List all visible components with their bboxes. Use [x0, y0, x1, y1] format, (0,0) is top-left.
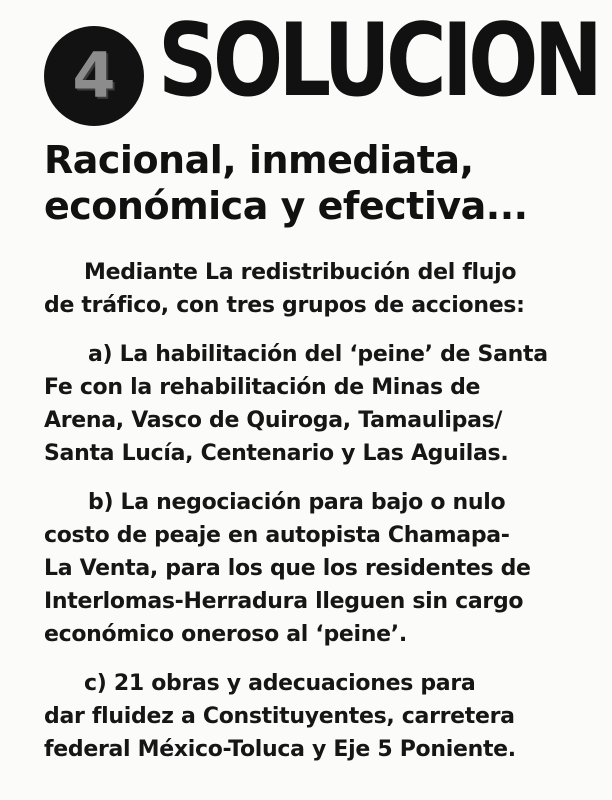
action-c-line: 21 obras y adecuaciones para: [106, 671, 476, 696]
action-c-line: federal México-Toluca y Eje 5 Poniente.: [44, 737, 516, 762]
subtitle: [44, 134, 604, 232]
section-number-badge: [44, 26, 144, 126]
intro-line: de tráfico, con tres grupos de acciones:: [44, 293, 525, 318]
intro-paragraph: [44, 256, 604, 322]
action-c-label: c): [84, 671, 107, 696]
section-header: [40, 0, 600, 120]
body-text: [44, 256, 604, 766]
section-title: SOLUCION: [158, 0, 599, 120]
action-b-line: La negociación para bajo o nulo: [113, 490, 506, 515]
action-b-line: económico oneroso al ‘peine’.: [44, 622, 407, 647]
intro-line: Mediante La redistribución del flujo: [84, 260, 517, 285]
action-a-line: La habilitación del ‘peine’ de Santa: [112, 342, 548, 367]
action-b-label: b): [88, 490, 114, 515]
action-b-paragraph: [44, 486, 604, 651]
subtitle-line: Racional, inmediata,: [44, 138, 474, 182]
action-a-label: a): [88, 342, 113, 367]
action-b-line: Interlomas-Herradura lleguen sin cargo: [44, 589, 524, 614]
action-a-line: Santa Lucía, Centenario y Las Aguilas.: [44, 441, 509, 466]
action-b-line: costo de peaje en autopista Chamapa-: [44, 523, 510, 548]
section-number: 4: [72, 39, 116, 112]
action-c-paragraph: [44, 667, 604, 766]
subtitle-line: económica y efectiva...: [44, 184, 528, 228]
action-b-line: La Venta, para los que los residentes de: [44, 556, 531, 581]
action-c-line: dar fluidez a Constituyentes, carretera: [44, 704, 515, 729]
action-a-line: Arena, Vasco de Quiroga, Tamaulipas/: [44, 408, 503, 433]
action-a-paragraph: [44, 338, 604, 470]
action-a-line: Fe con la rehabilitación de Minas de: [44, 375, 481, 400]
